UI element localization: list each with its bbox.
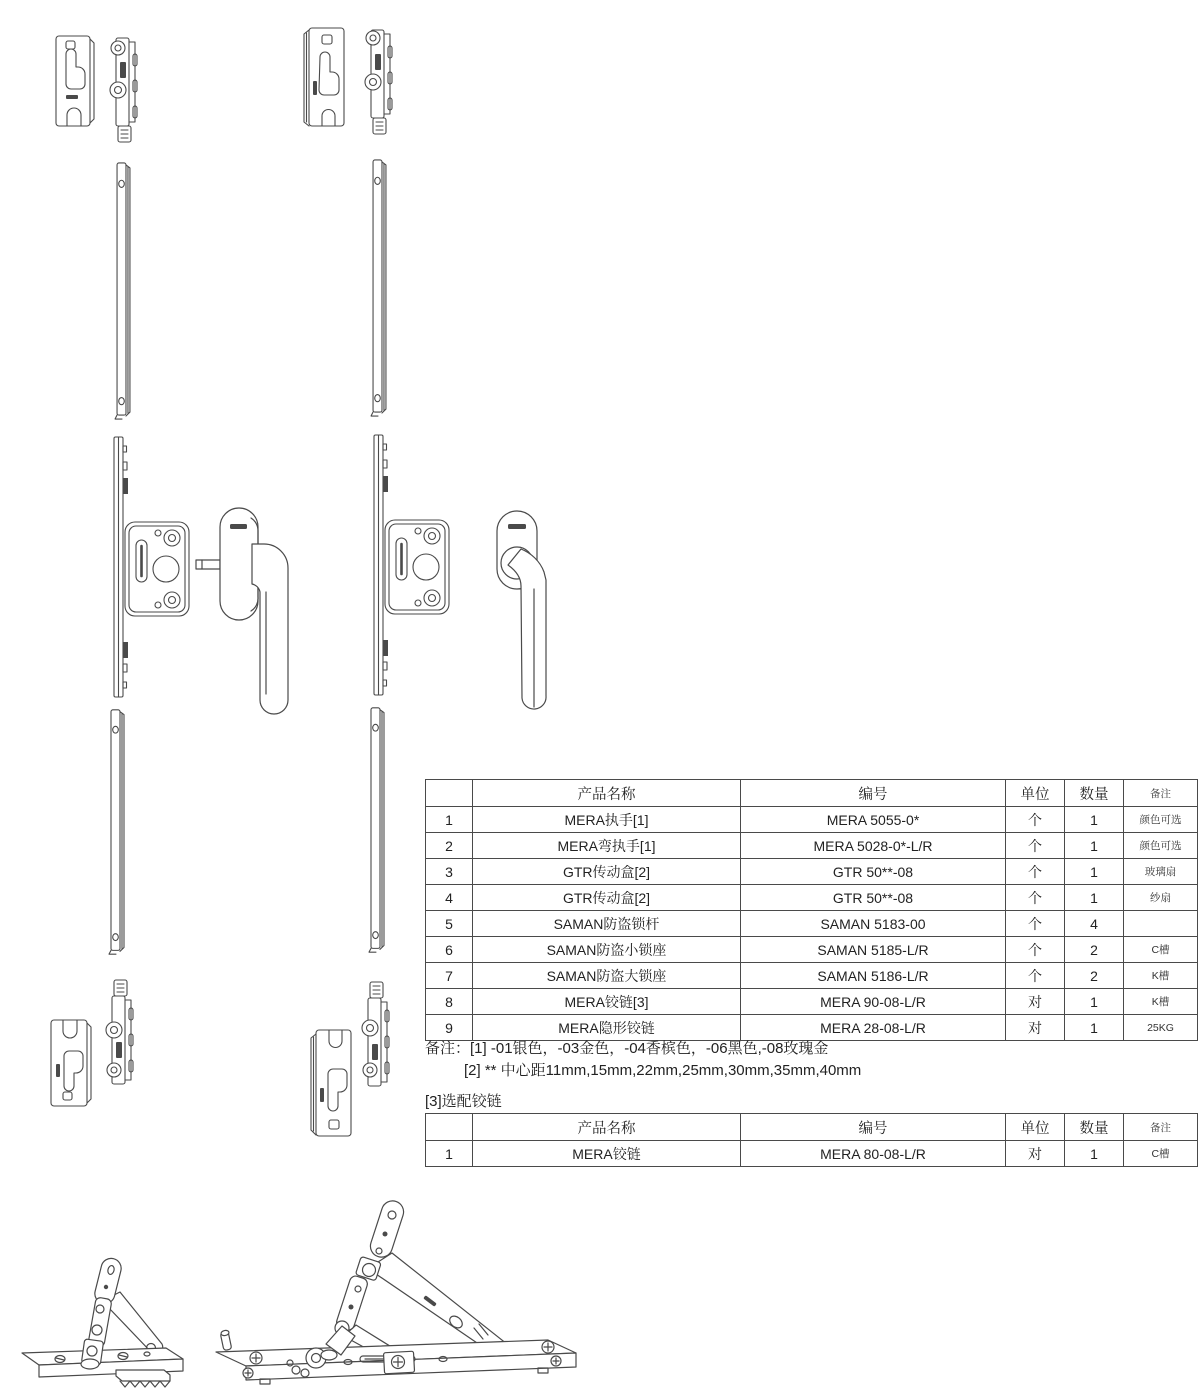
table-cell: SAMAN 5186-L/R xyxy=(741,963,1006,989)
table-cell: SAMAN防盗小锁座 xyxy=(473,937,741,963)
table-cell: 4 xyxy=(426,885,473,911)
table-row xyxy=(426,911,1198,937)
table-cell: MERA隐形铰链 xyxy=(473,1015,741,1041)
lock-rod-drawing xyxy=(104,707,130,957)
table-cell: 1 xyxy=(1065,1141,1124,1167)
table-cell: 2 xyxy=(1065,937,1124,963)
table-cell: SAMAN防盗大锁座 xyxy=(473,963,741,989)
table-row xyxy=(426,1015,1198,1041)
table-cell: 对 xyxy=(1006,1015,1065,1041)
table-cell: 1 xyxy=(426,1141,473,1167)
table-cell: 个 xyxy=(1006,885,1065,911)
table-cell: K槽 xyxy=(1124,989,1198,1015)
table-cell: 个 xyxy=(1006,807,1065,833)
table-cell: MERA 5028-0*-L/R xyxy=(741,833,1006,859)
table-cell: 25KG xyxy=(1124,1015,1198,1041)
note-line-2: [2] ** 中心距11mm,15mm,22mm,25mm,30mm,35mm,40mm xyxy=(464,1062,862,1079)
table-cell: MERA铰链[3] xyxy=(473,989,741,1015)
lock-keeper-small-drawing xyxy=(48,1018,94,1110)
table-cell: 9 xyxy=(426,1015,473,1041)
table-cell: SAMAN防盗锁杆 xyxy=(473,911,741,937)
table-cell: GTR传动盒[2] xyxy=(473,859,741,885)
column-header: 编号 xyxy=(741,1114,1006,1141)
table-cell: GTR 50**-08 xyxy=(741,885,1006,911)
lock-keeper-small-drawing xyxy=(53,33,97,131)
table-cell: 1 xyxy=(1065,1015,1124,1041)
table-cell: GTR传动盒[2] xyxy=(473,885,741,911)
table-cell: 个 xyxy=(1006,833,1065,859)
note-line-1 xyxy=(425,1038,861,1060)
table-row xyxy=(426,1141,1198,1167)
table-cell: 玻璃扇 xyxy=(1124,859,1198,885)
table-cell: MERA 28-08-L/R xyxy=(741,1015,1006,1041)
notes-label: 备注： xyxy=(425,1040,471,1057)
column-header: 数量 xyxy=(1065,1114,1124,1141)
lock-keeper-large-drawing xyxy=(307,1028,355,1140)
column-header: 产品名称 xyxy=(473,1114,741,1141)
table-cell: 1 xyxy=(1065,833,1124,859)
column-header: 产品名称 xyxy=(473,780,741,807)
notes xyxy=(425,1038,861,1082)
optional-table-header-row xyxy=(426,1114,1198,1141)
table-cell: 颜色可选 xyxy=(1124,833,1198,859)
lock-point-strip-drawing xyxy=(357,24,401,136)
table-cell: 个 xyxy=(1006,911,1065,937)
lock-rod-drawing xyxy=(110,160,136,422)
table-cell: 2 xyxy=(1065,963,1124,989)
table-cell: 2 xyxy=(426,833,473,859)
table-cell: C槽 xyxy=(1124,937,1198,963)
lock-point-strip-drawing xyxy=(354,980,398,1092)
table-cell: MERA弯执手[1] xyxy=(473,833,741,859)
table-cell: 个 xyxy=(1006,937,1065,963)
table-cell: 纱扇 xyxy=(1124,885,1198,911)
table-cell: 7 xyxy=(426,963,473,989)
table-cell: MERA执手[1] xyxy=(473,807,741,833)
table-cell: C槽 xyxy=(1124,1141,1198,1167)
table-cell: 3 xyxy=(426,859,473,885)
column-header xyxy=(426,780,473,807)
table-cell: 8 xyxy=(426,989,473,1015)
note-line-3: [3]选配铰链 xyxy=(425,1093,502,1110)
table-cell: 颜色可选 xyxy=(1124,807,1198,833)
table-row xyxy=(426,833,1198,859)
gearbox-screen-sash-drawing xyxy=(366,432,456,702)
lock-rod-drawing xyxy=(366,157,392,419)
table-row xyxy=(426,989,1198,1015)
bom-table xyxy=(425,779,1198,1041)
table-cell: 5 xyxy=(426,911,473,937)
table-cell: 个 xyxy=(1006,963,1065,989)
table-cell: 1 xyxy=(1065,807,1124,833)
table-cell: MERA 90-08-L/R xyxy=(741,989,1006,1015)
handle-straight-drawing xyxy=(194,500,294,725)
handle-curved-drawing xyxy=(487,505,572,725)
bom-table-header-row xyxy=(426,780,1198,807)
table-cell: 1 xyxy=(1065,885,1124,911)
table-row xyxy=(426,807,1198,833)
column-header: 备注 xyxy=(1124,780,1198,807)
table-cell: GTR 50**-08 xyxy=(741,859,1006,885)
table-cell: SAMAN 5185-L/R xyxy=(741,937,1006,963)
optional-hinge-table xyxy=(425,1113,1198,1167)
column-header: 单位 xyxy=(1006,1114,1065,1141)
lock-point-strip-drawing xyxy=(100,978,140,1090)
column-header: 数量 xyxy=(1065,780,1124,807)
table-row xyxy=(426,963,1198,989)
lock-keeper-large-drawing xyxy=(300,26,348,130)
lock-point-strip-drawing xyxy=(104,32,144,144)
lock-rod-drawing xyxy=(364,705,390,955)
table-row xyxy=(426,937,1198,963)
friction-hinge-small-drawing xyxy=(20,1238,192,1396)
table-cell: 1 xyxy=(1065,859,1124,885)
table-row xyxy=(426,885,1198,911)
table-cell: MERA 5055-0* xyxy=(741,807,1006,833)
table-cell: MERA铰链 xyxy=(473,1141,741,1167)
column-header xyxy=(426,1114,473,1141)
table-cell: 个 xyxy=(1006,859,1065,885)
friction-hinge-large-drawing xyxy=(208,1182,596,1400)
column-header: 备注 xyxy=(1124,1114,1198,1141)
table-cell: 1 xyxy=(1065,989,1124,1015)
table-cell: 对 xyxy=(1006,1141,1065,1167)
table-cell: K槽 xyxy=(1124,963,1198,989)
table-cell: MERA 80-08-L/R xyxy=(741,1141,1006,1167)
table-cell: 1 xyxy=(426,807,473,833)
column-header: 单位 xyxy=(1006,780,1065,807)
gearbox-glass-sash-drawing xyxy=(106,434,196,704)
table-cell: SAMAN 5183-00 xyxy=(741,911,1006,937)
table-cell: 对 xyxy=(1006,989,1065,1015)
table-cell: 6 xyxy=(426,937,473,963)
table-cell: 4 xyxy=(1065,911,1124,937)
table-row xyxy=(426,859,1198,885)
note-colors: [1] -01银色，-03金色，-04香槟色，-06黑色,-08玫瑰金 xyxy=(470,1040,829,1057)
table-cell xyxy=(1124,911,1198,937)
column-header: 编号 xyxy=(741,780,1006,807)
